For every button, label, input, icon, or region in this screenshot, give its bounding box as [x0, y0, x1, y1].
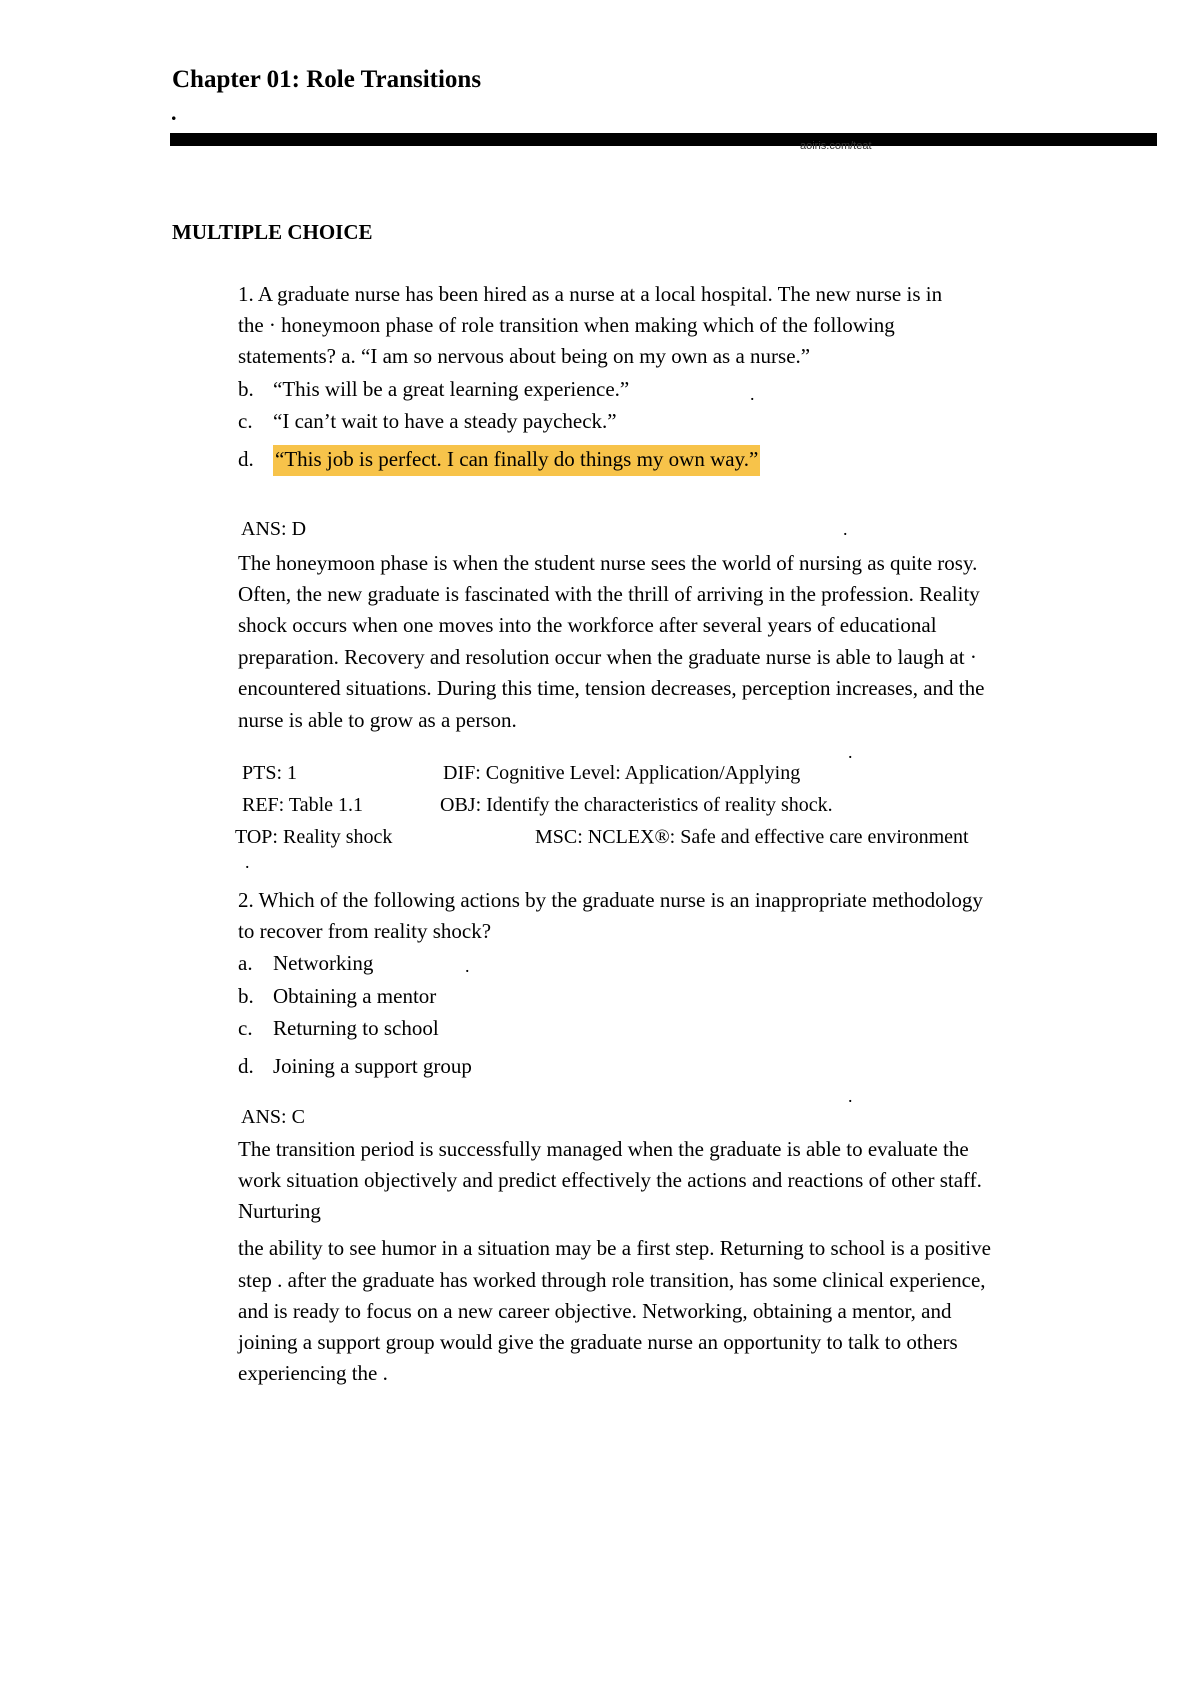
- option-letter: c.: [238, 409, 253, 433]
- option-a[interactable]: [0, 951, 1191, 981]
- rationale-line: preparation. Recovery and resolution occur when the graduate nurse is able to laugh at ·: [238, 645, 977, 669]
- stray-dot: .: [848, 1086, 853, 1106]
- option-text-highlighted: “This job is perfect. I can finally do things my own way.”: [273, 445, 760, 476]
- option-text: Obtaining a mentor: [273, 984, 437, 1008]
- stray-dot: .: [750, 384, 755, 404]
- question-stem-line: statements? a. “I am so nervous about being on my own as a nurse.”: [238, 344, 811, 368]
- question-stem-line: 2. Which of the following actions by the graduate nurse is an inappropriate methodology: [238, 888, 983, 912]
- rationale-line: nurse is able to grow as a person.: [238, 708, 517, 732]
- rule-under-text: aoiris.com/teat: [800, 140, 872, 152]
- option-c[interactable]: [0, 1016, 1191, 1046]
- rationale-line: step . after the graduate has worked through role transition, has some clinical experience,: [238, 1268, 986, 1292]
- rationale-line: joining a support group would give the graduate nurse an opportunity to talk to others: [238, 1330, 958, 1354]
- meta-msc: MSC: NCLEX®: Safe and effective care environment: [535, 826, 969, 848]
- option-letter: c.: [238, 1016, 253, 1040]
- meta-top: TOP: Reality shock: [235, 826, 393, 848]
- stray-dot: .: [245, 852, 250, 872]
- header-rule: [170, 133, 1157, 146]
- option-text: Networking: [273, 951, 374, 975]
- option-letter: b.: [238, 984, 254, 1008]
- question-stem-line: to recover from reality shock?: [238, 919, 492, 943]
- option-letter: d.: [238, 447, 254, 471]
- rationale-line: Nurturing: [238, 1199, 321, 1223]
- option-text: “I can’t wait to have a steady paycheck.”: [273, 409, 617, 433]
- rationale-line: The honeymoon phase is when the student nurse sees the world of nursing as quite rosy.: [238, 551, 978, 575]
- option-d[interactable]: [0, 447, 1191, 481]
- answer-key: ANS: D: [241, 518, 307, 540]
- rationale-line: The transition period is successfully managed when the graduate is able to evaluate the: [238, 1137, 969, 1161]
- option-b[interactable]: [0, 984, 1191, 1014]
- question-stem-line: 1. A graduate nurse has been hired as a nurse at a local hospital. The new nurse is in: [238, 282, 943, 306]
- rationale-line: experiencing the .: [238, 1361, 388, 1385]
- option-letter: a.: [238, 951, 253, 975]
- option-b[interactable]: [0, 377, 1191, 407]
- option-text: Returning to school: [273, 1016, 439, 1040]
- stray-dot: .: [465, 956, 470, 976]
- rationale-line: encountered situations. During this time, tension decreases, perception increases, and the: [238, 676, 985, 700]
- section-heading: MULTIPLE CHOICE: [172, 220, 373, 244]
- question-stem-line: the · honeymoon phase of role transition when making which of the following: [238, 313, 895, 337]
- option-letter: b.: [238, 377, 254, 401]
- answer-key: ANS: C: [241, 1106, 305, 1128]
- title-dot: .: [171, 100, 177, 125]
- rationale-line: work situation objectively and predict effectively the actions and reactions of other staff.: [238, 1168, 982, 1192]
- stray-dot: .: [848, 742, 853, 762]
- meta-obj: OBJ: Identify the characteristics of reality shock.: [440, 794, 833, 816]
- option-letter: d.: [238, 1054, 254, 1078]
- meta-ref: REF: Table 1.1: [242, 794, 364, 816]
- option-text: “This will be a great learning experience.”: [273, 377, 630, 401]
- meta-dif: DIF: Cognitive Level: Application/Applying: [443, 762, 801, 784]
- chapter-title: Chapter 01: Role Transitions: [172, 66, 482, 93]
- rationale-line: shock occurs when one moves into the workforce after several years of educational: [238, 613, 937, 637]
- option-d[interactable]: [0, 1054, 1191, 1084]
- rationale-line: and is ready to focus on a new career objective. Networking, obtaining a mentor, and: [238, 1299, 952, 1323]
- meta-pts: PTS: 1: [242, 762, 298, 784]
- rationale-line: Often, the new graduate is fascinated with the thrill of arriving in the profession. Reality: [238, 582, 980, 606]
- option-text: Joining a support group: [273, 1054, 472, 1078]
- rationale-line: the ability to see humor in a situation may be a first step. Returning to school is a positive: [238, 1236, 991, 1260]
- option-c[interactable]: [0, 409, 1191, 439]
- stray-dot: .: [843, 519, 848, 539]
